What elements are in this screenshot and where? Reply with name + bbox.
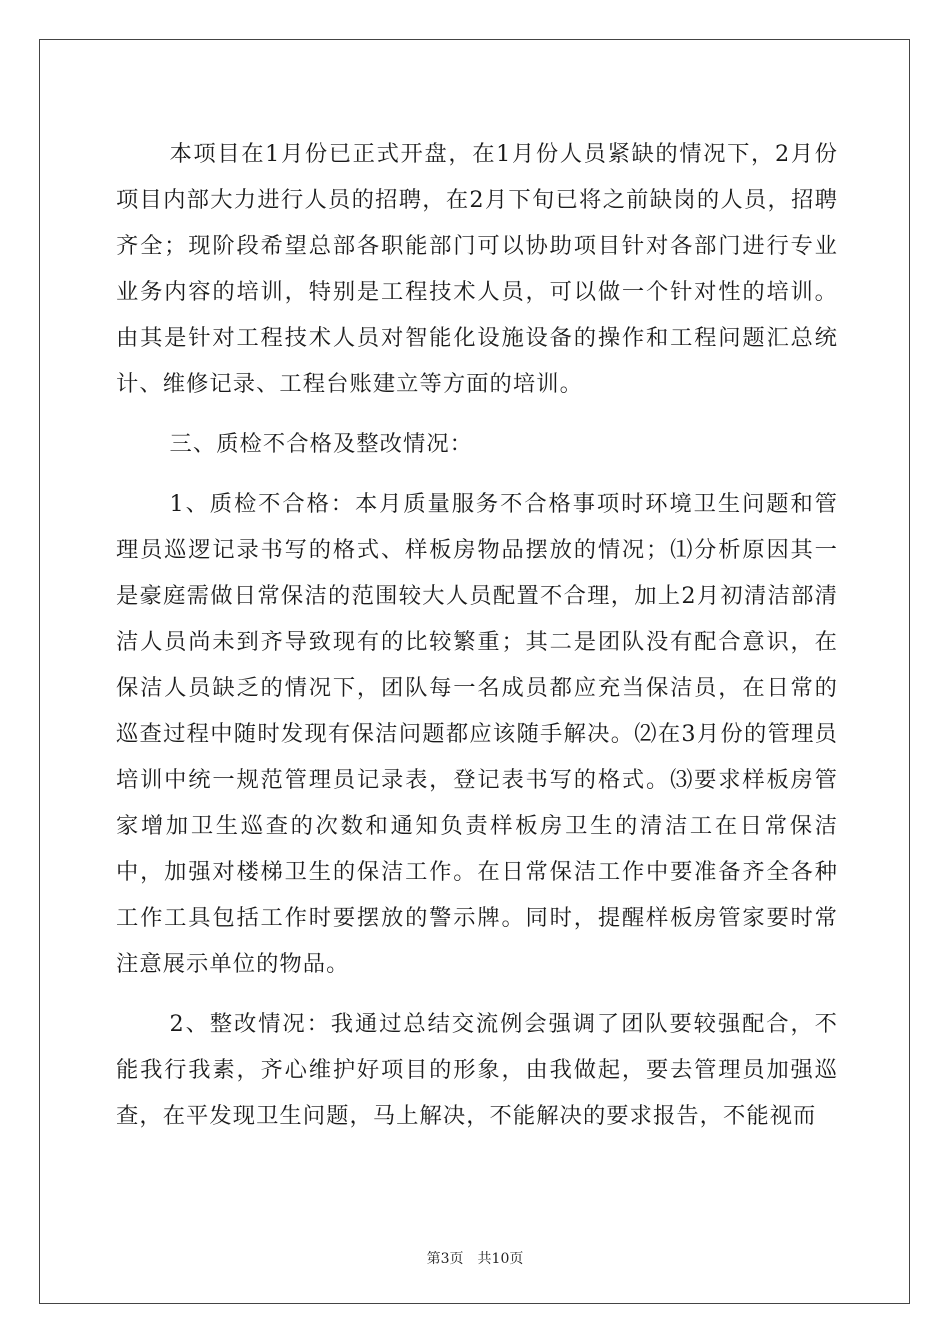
section-heading-quality-inspection: 三、质检不合格及整改情况：	[169, 431, 474, 457]
document-body	[116, 131, 838, 1139]
paragraph-training: 本项目在1月份已正式开盘，在1月份人员紧缺的情况下，2月份项目内部大力进行人员的招聘，在2月下旬已将之前缺岗的人员，招聘齐全；现阶段希望总部各职能部门可以协助项目针对各部门进行专业业务内容的培训，特别是工程技术人员，可以做一个针对性的培训。由其是针对工程技术人员对智能化设施设备的操作和工程问题汇总统计、维修记录、工程台账建立等方面的培训。	[116, 141, 838, 397]
page-number-footer: 第3页 共10页	[426, 1251, 524, 1267]
paragraph-rectification: 2、整改情况：我通过总结交流例会强调了团队要较强配合，不能我行我素，齐心维护好项目的形象，由我做起，要去管理员加强巡查，在平发现卫生问题，马上解决，不能解决的要求报告，不能视而	[116, 1011, 838, 1129]
paragraph-inspection-failures: 1、质检不合格：本月质量服务不合格事项时环境卫生问题和管理员巡逻记录书写的格式、样板房物品摆放的情况；⑴分析原因其一是豪庭需做日常保洁的范围较大人员配置不合理，加上2月初清洁部清洁人员尚未到齐导致现有的比较繁重；其二是团队没有配合意识，在保洁人员缺乏的情况下，团队每一名成员都应充当保洁员，在日常的巡查过程中随时发现有保洁问题都应该随手解决。⑵在3月份的管理员培训中统一规范管理员记录表，登记表书写的格式。⑶要求样板房管家增加卫生巡查的次数和通知负责样板房卫生的清洁工在日常保洁中，加强对楼梯卫生的保洁工作。在日常保洁工作中要准备齐全各种工作工具包括工作时要摆放的警示牌。同时，提醒样板房管家要时常注意展示单位的物品。	[116, 491, 838, 977]
